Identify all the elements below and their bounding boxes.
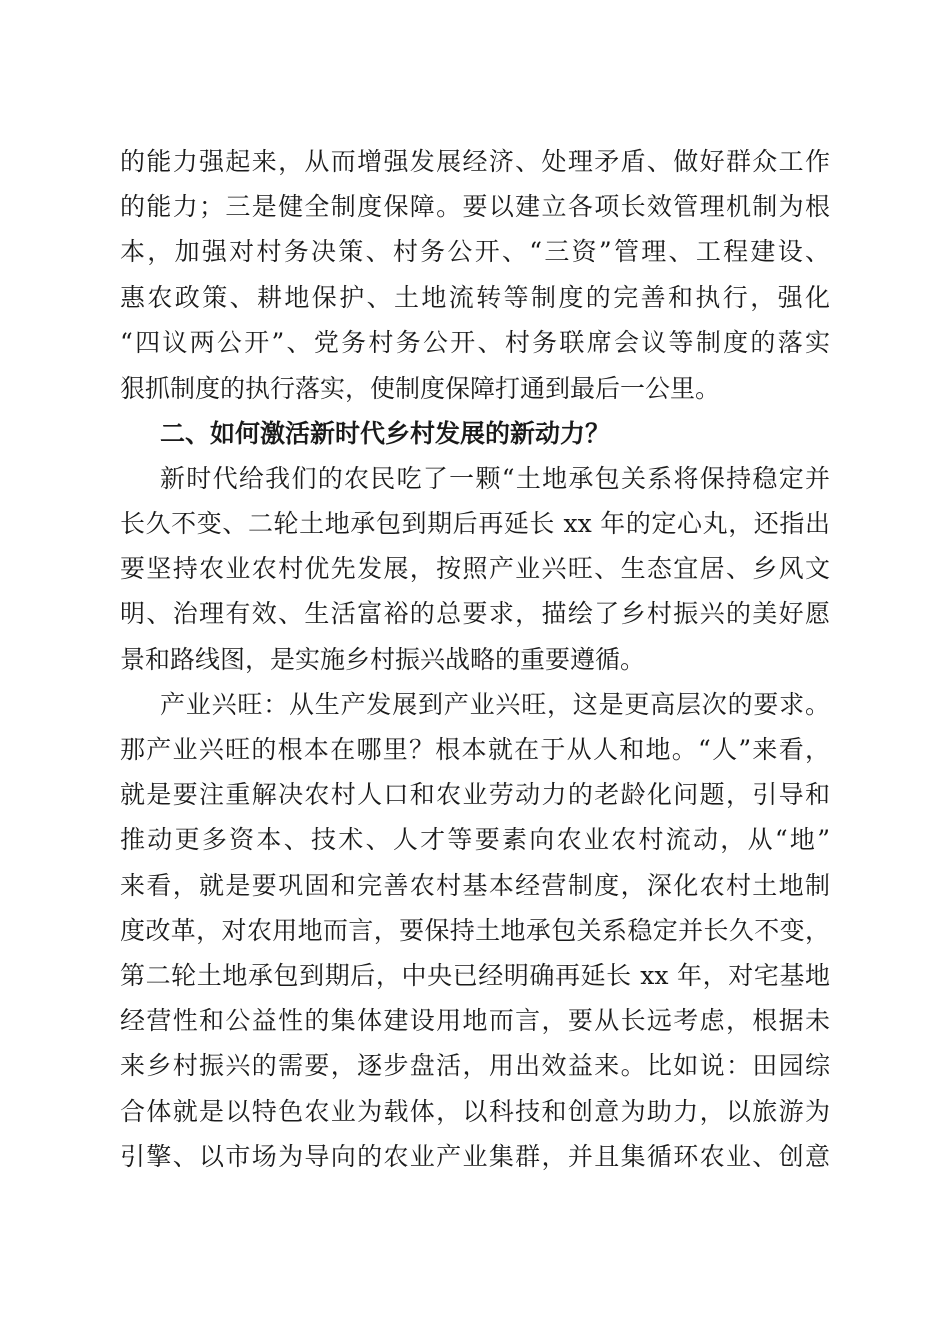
text-line: 度改革，对农用地而言，要保持土地承包关系稳定并长久不变， (120, 916, 830, 945)
text-line: 新时代给我们的农民吃了一颗“土地承包关系将保持稳定并 (160, 464, 830, 493)
text-line: 明、治理有效、生活富裕的总要求，描绘了乡村振兴的美好愿 (120, 599, 830, 628)
text-line: 产业兴旺：从生产发展到产业兴旺，这是更高层次的要求。 (160, 690, 830, 719)
text-line: 本，加强对村务决策、村务公开、“三资”管理、工程建设、 (120, 237, 830, 266)
text-line: 第二轮土地承包到期后，中央已经明确再延长 xx 年，对宅基地 (120, 961, 830, 990)
text-line: 那产业兴旺的根本在哪里？根本就在于从人和地。“人”来看， (120, 735, 830, 764)
text-line: 就是要注重解决农村人口和农业劳动力的老龄化问题，引导和 (120, 780, 830, 809)
text-line: “四议两公开”、党务村务公开、村务联席会议等制度的落实 (120, 328, 830, 357)
text-line: 经营性和公益性的集体建设用地而言，要从长远考虑，根据未 (120, 1006, 830, 1035)
text-line: 的能力；三是健全制度保障。要以建立各项长效管理机制为根 (120, 192, 830, 221)
text-line: 狠抓制度的执行落实，使制度保障打通到最后一公里。 (120, 374, 721, 403)
text-line: 推动更多资本、技术、人才等要素向农业农村流动，从“地” (120, 825, 830, 854)
text-line: 长久不变、二轮土地承包到期后再延长 xx 年的定心丸，还指出 (120, 509, 830, 538)
text-line: 来乡村振兴的需要，逐步盘活，用出效益来。比如说：田园综 (120, 1051, 830, 1080)
text-line: 合体就是以特色农业为载体，以科技和创意为助力，以旅游为 (120, 1097, 830, 1126)
text-line: 要坚持农业农村优先发展，按照产业兴旺、生态宜居、乡风文 (120, 554, 830, 583)
text-line: 惠农政策、耕地保护、土地流转等制度的完善和执行，强化 (120, 283, 830, 312)
text-line: 的能力强起来，从而增强发展经济、处理矛盾、做好群众工作 (120, 147, 830, 176)
text-line: 来看，就是要巩固和完善农村基本经营制度，深化农村土地制 (120, 871, 830, 900)
text-line: 景和路线图，是实施乡村振兴战略的重要遵循。 (120, 645, 646, 674)
text-line: 引擎、以市场为导向的农业产业集群，并且集循环农业、创意 (120, 1142, 830, 1171)
section-heading: 二、如何激活新时代乡村发展的新动力？ (160, 419, 611, 448)
